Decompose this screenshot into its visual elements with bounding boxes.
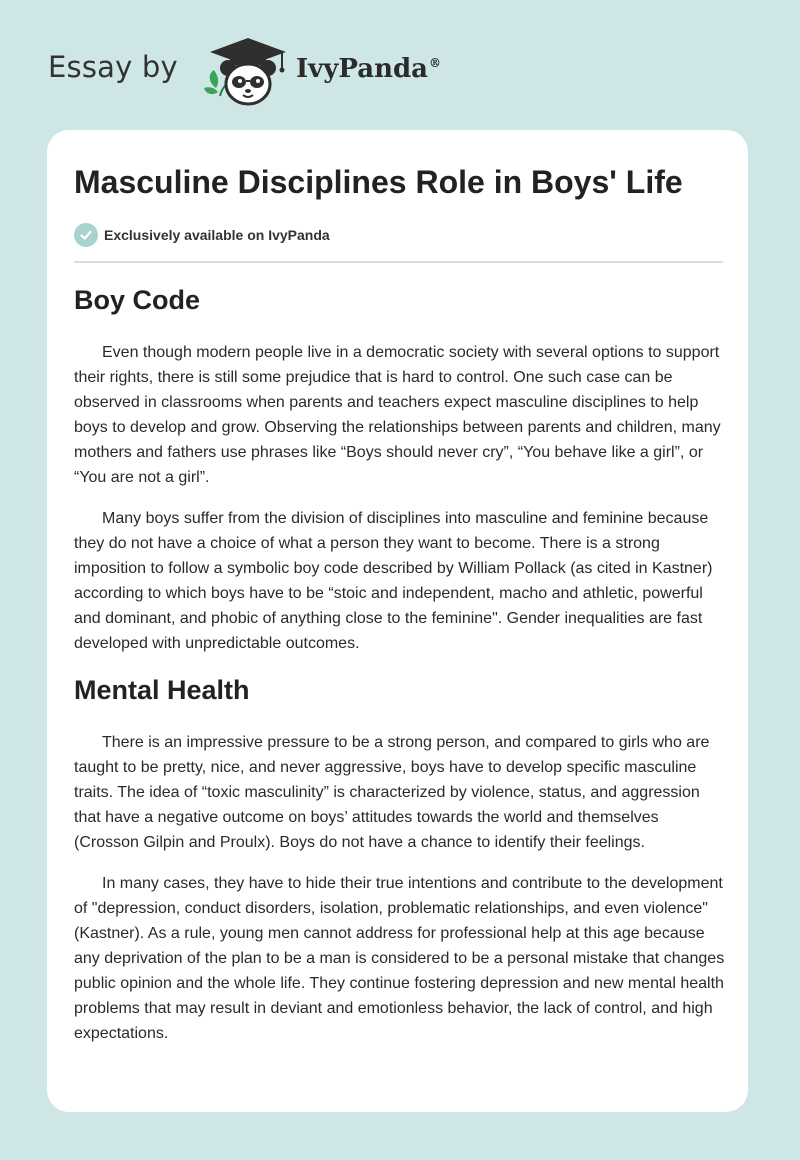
- brand-name-text: IvyPanda: [296, 54, 429, 84]
- site-header: [0, 0, 800, 130]
- section-heading: Mental Health: [74, 675, 250, 705]
- paragraph: In many cases, they have to hide their true intentions and contribute to the development of "depression, conduct disorders, isolation, problematic relationships, and even violence" (Kastner). As a rule, young men cannot address for professional help at this age because any deprivation of the plan to be a man is considered to be a personal mistake that changes public opinion and the whole life. They continue fostering depression and new mental health problems that may result in deviant and emotionless behavior, the lack of control, and high expectations.: [74, 875, 725, 1042]
- exclusive-badge: [74, 222, 330, 248]
- paragraph: Even though modern people live in a democratic society with several options to support their rights, there is still some prejudice that is hard to control. One such case can be observed in classrooms when parents and teachers expect masculine disciplines to help boys to develop and grow. Observing the relationships between parents and children, many mothers and fathers use phrases like “Boys should never cry”, “You behave like a girl”, or “You are not a girl”.: [74, 344, 721, 486]
- registered-mark: ®: [429, 56, 442, 70]
- exclusive-badge-label: Exclusively available on IvyPanda: [104, 227, 330, 243]
- check-circle-icon: [74, 223, 98, 247]
- paragraph: Many boys suffer from the division of disciplines into masculine and feminine because they do not have a choice of what a person they want to become. There is a strong imposition to follow a symbolic boy code described by William Pollack (as cited in Kastner) according to which boys have to be “stoic and independent, macho and athletic, powerful and dominant, and phobic of anything close to the feminine". Gender inequalities are fast developed with unpredictable outcomes.: [74, 510, 713, 652]
- section-heading: Boy Code: [74, 285, 201, 315]
- essay-body: [74, 282, 726, 1062]
- section-mental-health: [74, 672, 726, 1046]
- paragraph: There is an impressive pressure to be a strong person, and compared to girls who are taught to be pretty, nice, and never aggressive, boys have to develop specific masculine traits. The idea of “toxic masculinity” is characterized by violence, status, and aggression that have a negative outcome on boys’ attitudes towards the world and themselves (Crosson Gilpin and Proulx). Boys do not have a chance to identify their feelings.: [74, 734, 710, 851]
- essay-by-label: Essay by: [48, 50, 178, 84]
- brand-name[interactable]: [296, 54, 441, 84]
- title-divider: [74, 261, 723, 263]
- page-title: Masculine Disciplines Role in Boys' Life: [74, 164, 683, 200]
- panda-graduate-icon[interactable]: [202, 36, 294, 108]
- essay-card: [47, 130, 748, 1112]
- section-boy-code: [74, 282, 726, 656]
